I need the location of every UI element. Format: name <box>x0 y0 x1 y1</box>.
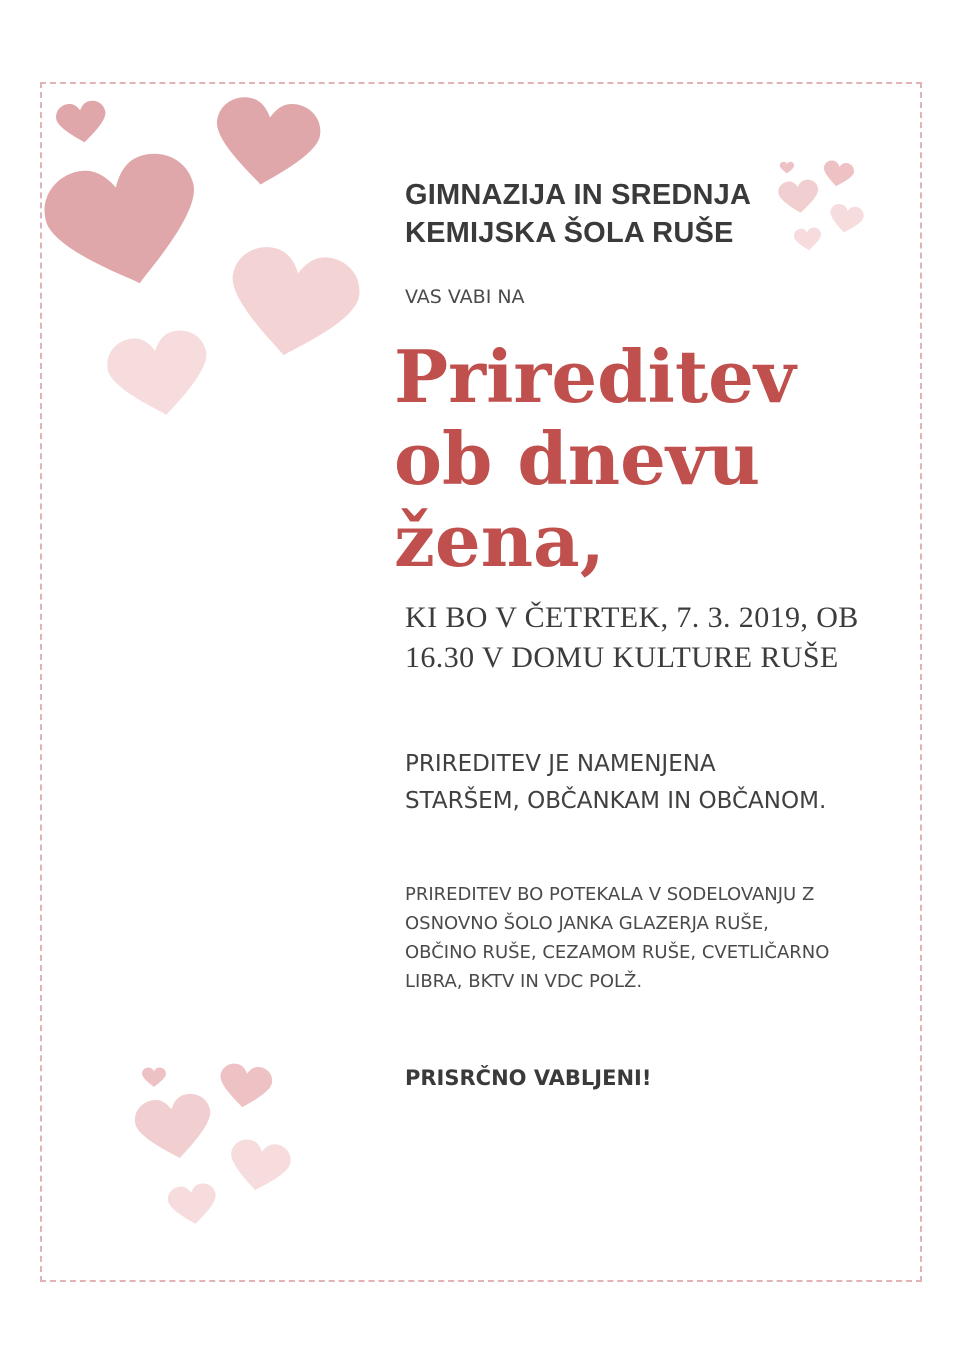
event-title <box>394 336 934 582</box>
title-line: Prireditev <box>394 334 796 419</box>
title-line: žena, <box>394 498 605 583</box>
audience-line: STARŠEM, OBČANKAM IN OBČANOM. <box>405 788 827 814</box>
invites-to-text: VAS VABI NA <box>405 286 525 308</box>
heart-icon <box>36 145 213 302</box>
date-line: 16.30 V DOMU KULTURE RUŠE <box>405 641 839 674</box>
partners-line: OBČINO RUŠE, CEZAMOM RUŠE, CVETLIČARNO <box>405 942 830 963</box>
heart-icon <box>54 99 109 146</box>
event-date-time <box>405 598 925 678</box>
organizer-name <box>405 176 905 252</box>
organizer-line: GIMNAZIJA IN SREDNJA <box>405 179 752 211</box>
heart-icon <box>780 162 794 174</box>
partners-text <box>405 880 925 996</box>
date-line: KI BO V ČETRTEK, 7. 3. 2019, OB <box>405 601 859 634</box>
heart-icon <box>226 1137 294 1195</box>
heart-icon <box>166 1182 219 1227</box>
organizer-line: KEMIJSKA ŠOLA RUŠE <box>405 217 734 249</box>
title-line: ob dnevu <box>394 416 761 501</box>
heart-icon <box>142 1067 166 1087</box>
closing-text: PRISRČNO VABLJENI! <box>405 1066 652 1090</box>
heart-icon <box>217 1062 274 1111</box>
audience-line: PRIREDITEV JE NAMENJENA <box>405 751 716 777</box>
partners-line: PRIREDITEV BO POTEKALA V SODELOVANJU Z <box>405 884 815 905</box>
audience-text <box>405 746 925 820</box>
heart-icon <box>221 242 365 367</box>
heart-icon <box>103 326 216 423</box>
heart-icon <box>209 94 324 192</box>
heart-icon <box>132 1091 218 1165</box>
partners-line: OSNOVNO ŠOLO JANKA GLAZERJA RUŠE, <box>405 913 769 934</box>
partners-line: LIBRA, BKTV IN VDC POLŽ. <box>405 971 643 992</box>
